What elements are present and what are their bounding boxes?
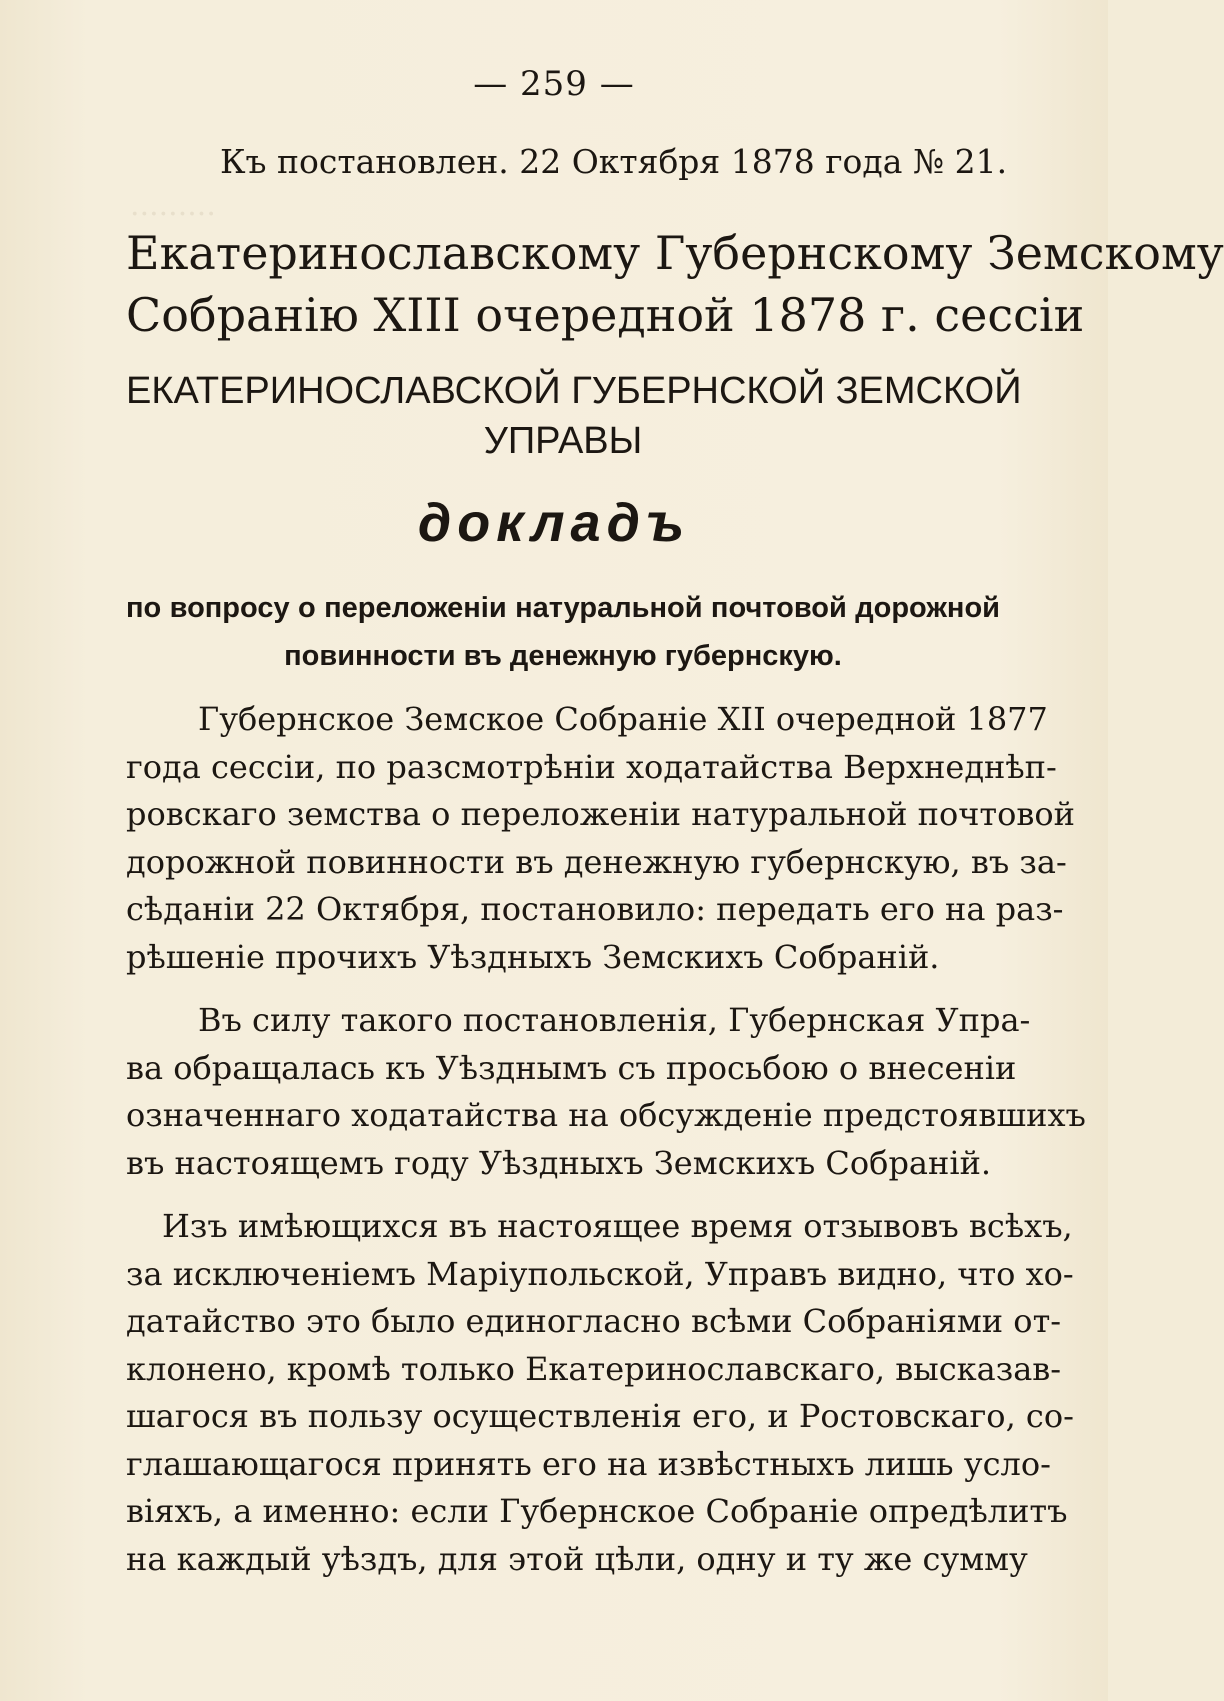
issuer-heading xyxy=(126,366,1022,466)
text-line: рѣшеніе прочихъ Уѣздныхъ Земскихъ Собраній. xyxy=(126,937,940,976)
page-number: — 259 — xyxy=(473,64,635,104)
text-line: года сессіи, по разсмотрѣніи ходатайства Верхнеднѣп- xyxy=(126,747,1057,786)
text-line: на каждый уѣздъ, для этой цѣли, одну и ту же сумму xyxy=(126,1539,1028,1578)
addressee-line-2: Собранію XIII очередной 1878 г. сессіи xyxy=(126,288,1085,342)
document-type-title: докладъ xyxy=(417,493,691,553)
paragraph-2 xyxy=(126,997,1086,1187)
subject-heading xyxy=(126,584,1000,680)
paragraph-1 xyxy=(126,696,1075,981)
text-line: за исключеніемъ Маріупольской, Управъ видно, что хо- xyxy=(126,1254,1074,1293)
text-line: Изъ имѣющихся въ настоящее время отзывовъ всѣхъ, xyxy=(162,1207,1073,1245)
issuer-line-2: УПРАВЫ xyxy=(483,420,643,462)
body-text xyxy=(126,696,1086,1599)
text-line: клонено, кромѣ только Екатеринославскаго, высказав- xyxy=(126,1349,1062,1388)
text-line: глашающагося принять его на извѣстныхъ лишь усло- xyxy=(126,1444,1051,1483)
text-line: віяхъ, а именно: если Губернское Собраніе опредѣлитъ xyxy=(126,1492,1068,1530)
text-line: означеннаго ходатайства на обсужденіе предстоявшихъ xyxy=(126,1096,1086,1134)
text-line: датайство это было единогласно всѣми Собраніями от- xyxy=(126,1302,1062,1340)
paragraph-3 xyxy=(126,1203,1074,1583)
issuer-line-1: ЕКАТЕРИНОСЛАВСКОЙ ГУБЕРНСКОЙ ЗЕМСКОЙ xyxy=(126,370,1022,412)
text-line: въ настоящемъ году Уѣздныхъ Земскихъ Собраній. xyxy=(126,1143,992,1182)
text-line: Губернское Земское Собраніе XII очередной 1877 xyxy=(198,700,1048,738)
text-line: ва обращалась къ Уѣзднымъ съ просьбою о внесеніи xyxy=(126,1048,1017,1087)
show-through-text: ......... xyxy=(130,188,216,223)
text-line: Въ силу такого постановленія, Губернская Упра- xyxy=(198,1001,1031,1039)
text-line: сѣданіи 22 Октября, постановило: передать его на раз- xyxy=(126,890,1064,928)
text-line: шагося въ пользу осуществленія его, и Ростовскаго, со- xyxy=(126,1397,1074,1435)
decision-reference: Къ постановлен. 22 Октября 1878 года № 21. xyxy=(220,142,1008,181)
text-line: ровскаго земства о переложеніи натуральной почтовой xyxy=(126,795,1075,833)
subject-line-2: повинности въ денежную губернскую. xyxy=(284,640,842,672)
addressee-line-1: Екатеринославскому Губернскому Земскому xyxy=(126,226,1224,280)
subject-line-1: по вопросу о переложеніи натуральной почтовой дорожной xyxy=(126,592,1000,624)
text-line: дорожной повинности въ денежную губернскую, въ за- xyxy=(126,842,1067,881)
addressee-heading xyxy=(126,222,1224,346)
